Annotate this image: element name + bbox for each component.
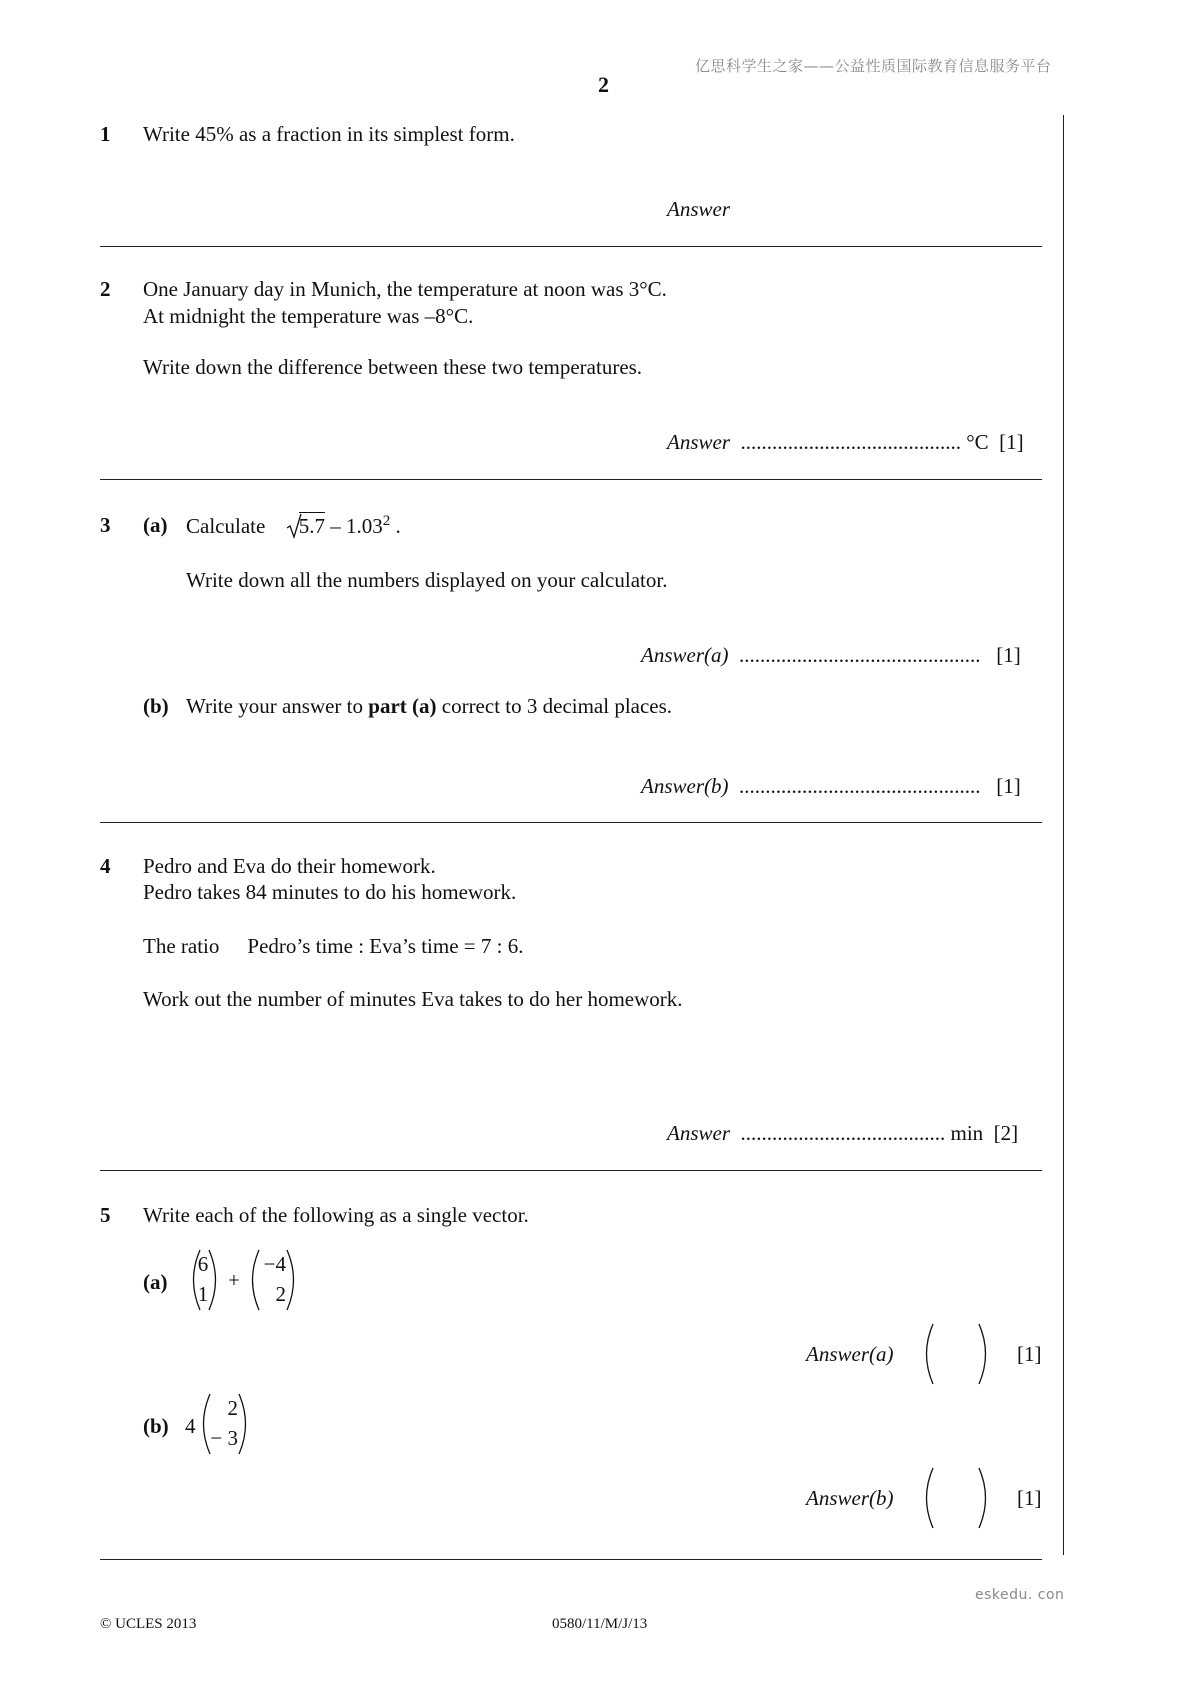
b-bold: part (a) (368, 694, 437, 718)
calc-word: Calculate (186, 514, 266, 538)
question-3a-line2: Write down all the numbers displayed on your calculator. (186, 568, 668, 592)
answer-left-paren-icon (918, 1322, 936, 1386)
question-3b-answer-line (641, 774, 1021, 799)
question-2-number: 2 (100, 277, 111, 301)
divider (100, 246, 1042, 247)
footer-watermark: eskedu. con (975, 1587, 1065, 1603)
ratio-label: The ratio (143, 934, 220, 958)
right-margin-line (1063, 115, 1064, 1555)
exponent: 2 (382, 513, 391, 529)
answer-dots: .............................................. (739, 643, 981, 667)
question-4-number: 4 (100, 854, 111, 878)
question-5b-scalar: 4 (185, 1414, 196, 1438)
right-paren-icon (206, 1248, 224, 1312)
divider (100, 822, 1042, 823)
minus-term: – 1.03 (330, 514, 383, 538)
footer-paper-code: 0580/11/M/J/13 (552, 1616, 648, 1632)
question-5b-answer-label: Answer(b) (806, 1486, 894, 1510)
vector-1-top: 6 (197, 1252, 209, 1276)
answer-label: Answer(b) (641, 774, 729, 798)
question-2-line3: Write down the difference between these two temperatures. (143, 355, 643, 379)
divider (100, 479, 1042, 480)
answer-label: Answer (667, 430, 730, 454)
plus-sign: + (228, 1268, 240, 1292)
question-5a-marks: [1] (1017, 1342, 1042, 1366)
question-1-answer-label: Answer (667, 197, 730, 221)
question-5b-label: (b) (143, 1414, 169, 1438)
ratio-expression: Pedro’s time : Eva’s time = 7 : 6. (247, 934, 524, 958)
answer-label: Answer (667, 1121, 730, 1145)
b-post: correct to 3 decimal places. (441, 694, 673, 718)
question-3a-expression (186, 513, 401, 539)
marks: [1] (999, 430, 1024, 454)
radicand: 5.7 (298, 514, 326, 538)
answer-left-paren-icon (918, 1466, 936, 1530)
question-4-ratio (143, 934, 523, 959)
question-4-line4: Work out the number of minutes Eva takes to do her homework. (143, 987, 683, 1011)
question-3-number: 3 (100, 513, 111, 537)
answer-right-paren-icon (976, 1466, 994, 1530)
question-1-text: Write 45% as a fraction in its simplest form. (143, 122, 515, 146)
question-3b-text (186, 694, 672, 719)
footer-copyright: © UCLES 2013 (100, 1616, 197, 1632)
divider (100, 1559, 1042, 1560)
question-2-line1: One January day in Munich, the temperature at noon was 3°C. (143, 277, 667, 301)
answer-unit: °C (966, 430, 989, 454)
answer-dots: .............................................. (739, 774, 981, 798)
vector-2-bottom: 2 (275, 1282, 286, 1306)
right-paren-icon (236, 1392, 254, 1456)
end-period: . (395, 514, 401, 538)
answer-unit: min (950, 1121, 984, 1145)
question-1-number: 1 (100, 122, 111, 146)
question-2-answer-line (667, 430, 1024, 455)
marks: [1] (996, 774, 1021, 798)
answer-dots: .......................................... (740, 430, 961, 454)
question-4-line1: Pedro and Eva do their homework. (143, 854, 436, 878)
question-3b-label: (b) (143, 694, 169, 718)
question-5b-marks: [1] (1017, 1486, 1042, 1510)
question-4-answer-line (667, 1121, 1018, 1146)
question-3a-label: (a) (143, 513, 168, 537)
right-paren-icon (284, 1248, 302, 1312)
question-4-line2: Pedro takes 84 minutes to do his homework. (143, 880, 517, 904)
answer-dots: ....................................... (740, 1121, 946, 1145)
vector-b-bottom: − 3 (210, 1426, 238, 1450)
question-5a-label: (a) (143, 1270, 168, 1294)
page-number: 2 (598, 72, 609, 97)
vector-b-top: 2 (227, 1396, 238, 1420)
question-3a-answer-line (641, 643, 1021, 668)
question-5-number: 5 (100, 1203, 111, 1227)
question-5a-answer-label: Answer(a) (806, 1342, 894, 1366)
divider (100, 1170, 1042, 1171)
answer-right-paren-icon (976, 1322, 994, 1386)
vector-2-top: −4 (263, 1252, 286, 1276)
b-pre: Write your answer to (186, 694, 364, 718)
marks: [1] (996, 643, 1021, 667)
question-2-line2: At midnight the temperature was –8°C. (143, 304, 474, 328)
header-watermark: 亿思科学生之家——公益性质国际教育信息服务平台 (695, 57, 1052, 75)
answer-label: Answer(a) (641, 643, 729, 667)
marks: [2] (993, 1121, 1019, 1145)
question-5-text: Write each of the following as a single vector. (143, 1203, 529, 1227)
vector-1-bottom: 1 (197, 1282, 209, 1306)
